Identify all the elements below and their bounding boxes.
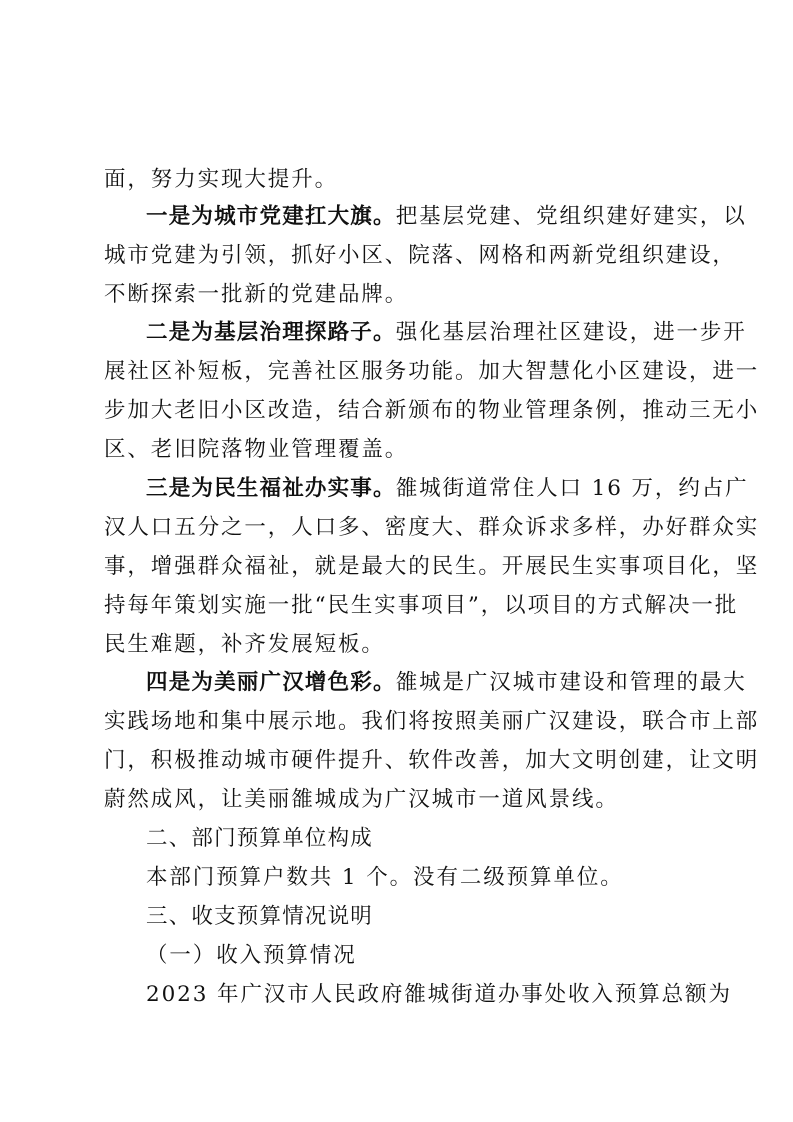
- paragraph-line: 持每年策划实施一批“民生实事项目”，以项目的方式解决一批: [104, 593, 739, 618]
- paragraph-line: 本部门预算户数共 1 个。没有二级预算单位。: [146, 865, 624, 890]
- paragraph-lead: 四是为美丽广汉增色彩。: [146, 670, 396, 695]
- paragraph-text: 把基层党建、党组织建好建实，以: [395, 204, 747, 229]
- paragraph-lead: 二是为基层治理探路子。: [146, 320, 396, 345]
- section-heading: 二、部门预算单位构成: [146, 826, 374, 851]
- paragraph-line: 不断探索一批新的党建品牌。: [104, 282, 409, 307]
- paragraph-line: [146, 318, 747, 348]
- paragraph-line: [146, 474, 749, 504]
- paragraph-line: 汉人口五分之一，人口多、密度大、群众诉求多样，办好群众实: [104, 515, 760, 540]
- paragraph-line: 展社区补短板，完善社区服务功能。加大智慧化小区建设，进一: [104, 359, 760, 384]
- paragraph-line: 蔚然成风，让美丽雒城成为广汉城市一道风景线。: [104, 787, 619, 812]
- paragraph-line: [146, 202, 747, 232]
- paragraph-lead: 三是为民生福祉办实事。: [146, 476, 396, 501]
- paragraph-line: 民生难题，补齐发展短板。: [104, 632, 385, 657]
- subsection-heading: （一）收入预算情况: [146, 943, 357, 968]
- paragraph-line: 面，努力实现大提升。: [104, 167, 339, 192]
- section-heading: 三、收支预算情况说明: [146, 904, 374, 929]
- paragraph-line: [146, 668, 747, 698]
- paragraph-line: 事，增强群众福祉，就是最大的民生。开展民生实事项目化，坚: [104, 554, 760, 579]
- paragraph-line: 步加大老旧小区改造，结合新颁布的物业管理条例，推动三无小: [104, 398, 760, 423]
- paragraph-text: 雒城是广汉城市建设和管理的最大: [395, 670, 747, 695]
- paragraph-line: 2023 年广汉市人民政府雒城街道办事处收入预算总额为: [146, 982, 732, 1007]
- paragraph-text: 强化基层治理社区建设，进一步开: [395, 320, 747, 345]
- paragraph-text: 雒城街道常住人口 16 万，约占广: [395, 476, 749, 501]
- paragraph-line: 实践场地和集中展示地。我们将按照美丽广汉建设，联合市上部: [104, 709, 760, 734]
- paragraph-lead: 一是为城市党建扛大旗。: [146, 204, 396, 229]
- paragraph-line: 门，积极推动城市硬件提升、软件改善，加大文明创建，让文明: [104, 748, 760, 773]
- paragraph-line: 城市党建为引领，抓好小区、院落、网格和两新党组织建设，: [104, 243, 736, 268]
- paragraph-line: 区、老旧院落物业管理覆盖。: [104, 437, 409, 462]
